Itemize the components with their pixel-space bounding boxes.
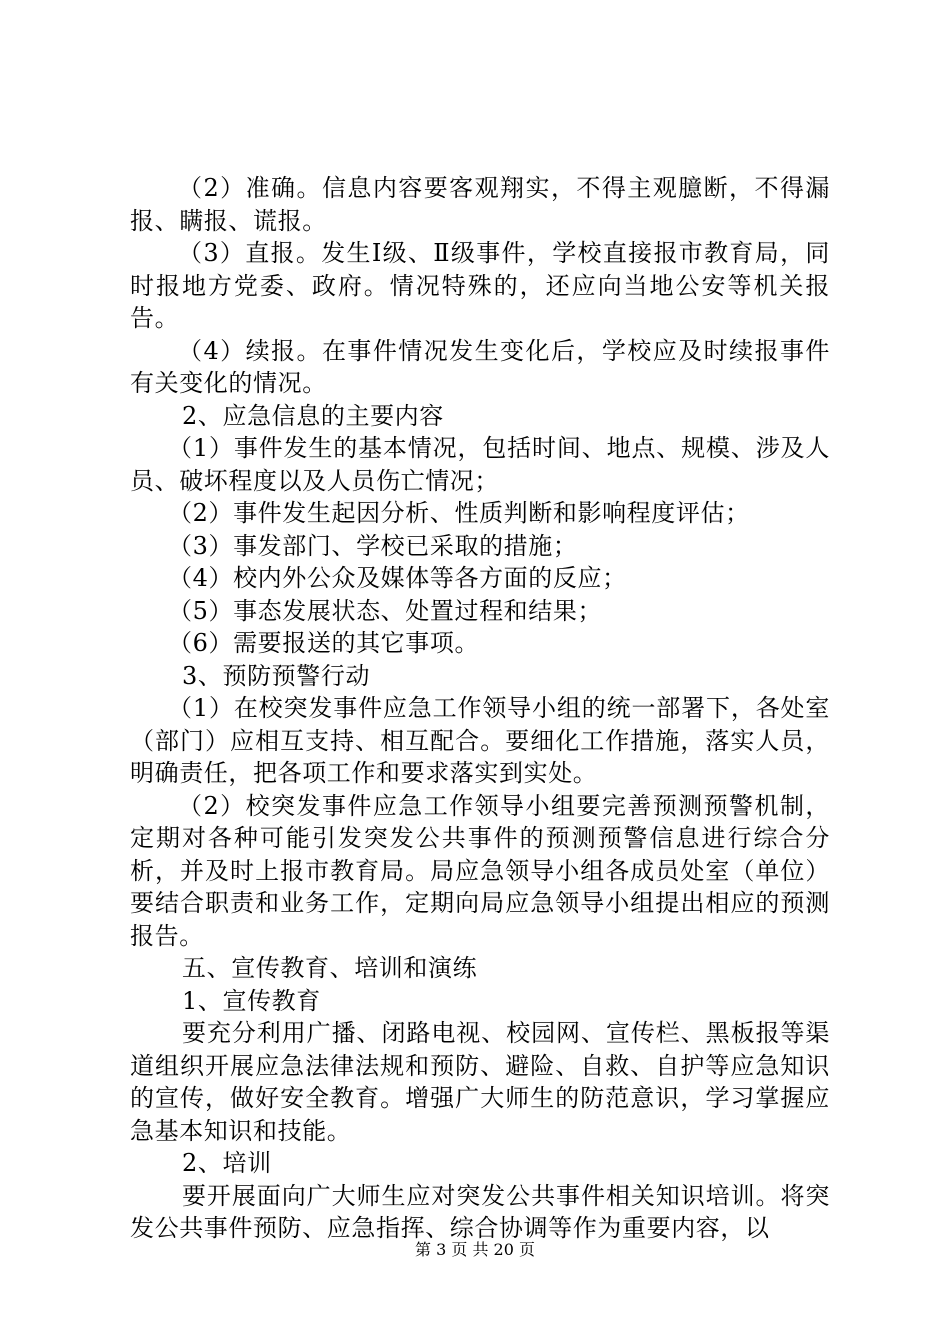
- paragraph: （4）校内外公众及媒体等各方面的反应；: [168, 564, 627, 592]
- paragraph: 五、宣传教育、培训和演练: [182, 954, 478, 982]
- paragraph: （2）校突发事件应急工作领导小组要完善预测预警机制，定期对各种可能引发突发公共事件的预测预警信息进行综合分析，并及时上报市教育局。局应急领导小组各成员处室（单位）要结合职责和业务工作，定期向局应急领导小组提出相应的预测报告。: [130, 791, 830, 950]
- document-body: [130, 172, 830, 1245]
- paragraph: 1、宣传教育: [182, 986, 321, 1015]
- paragraph: （2）准确。信息内容要客观翔实，不得主观臆断，不得漏报、瞒报、谎报。: [130, 174, 830, 235]
- paragraph: （2）事件发生起因分析、性质判断和影响程度评估；: [168, 499, 750, 527]
- paragraph: 2、应急信息的主要内容: [182, 401, 444, 430]
- paragraph: （5）事态发展状态、处置过程和结果；: [168, 596, 603, 625]
- page-footer: 第 3 页 共 20 页: [415, 1240, 535, 1259]
- paragraph: （3）事发部门、学校已采取的措施；: [168, 531, 578, 560]
- paragraph: （6）需要报送的其它事项。: [168, 629, 480, 657]
- paragraph: 3、预防预警行动: [182, 661, 371, 690]
- paragraph: 2、培训: [182, 1149, 272, 1177]
- paragraph: 要开展面向广大师生应对突发公共事件相关知识培训。将突发公共事件预防、应急指挥、综合协调等作为重要内容，以: [130, 1181, 830, 1242]
- paragraph: （1）在校突发事件应急工作领导小组的统一部署下，各处室（部门）应相互支持、相互配合。要细化工作措施，落实人员，明确责任，把各项工作和要求落实到实处。: [130, 694, 830, 787]
- paragraph: 要充分利用广播、闭路电视、校园网、宣传栏、黑板报等渠道组织开展应急法律法规和预防、避险、自救、自护等应急知识的宣传，做好安全教育。增强广大师生的防范意识，学习掌握应急基本知识和技能。: [130, 1019, 830, 1145]
- paragraph: （3）直报。发生Ⅰ级、Ⅱ级事件，学校直接报市教育局，同时报地方党委、政府。情况特殊的，还应向当地公安等机关报告。: [130, 239, 830, 332]
- paragraph: （4）续报。在事件情况发生变化后，学校应及时续报事件有关变化的情况。: [130, 336, 830, 397]
- paragraph: （1）事件发生的基本情况，包括时间、地点、规模、涉及人员、破坏程度以及人员伤亡情况；: [130, 434, 830, 495]
